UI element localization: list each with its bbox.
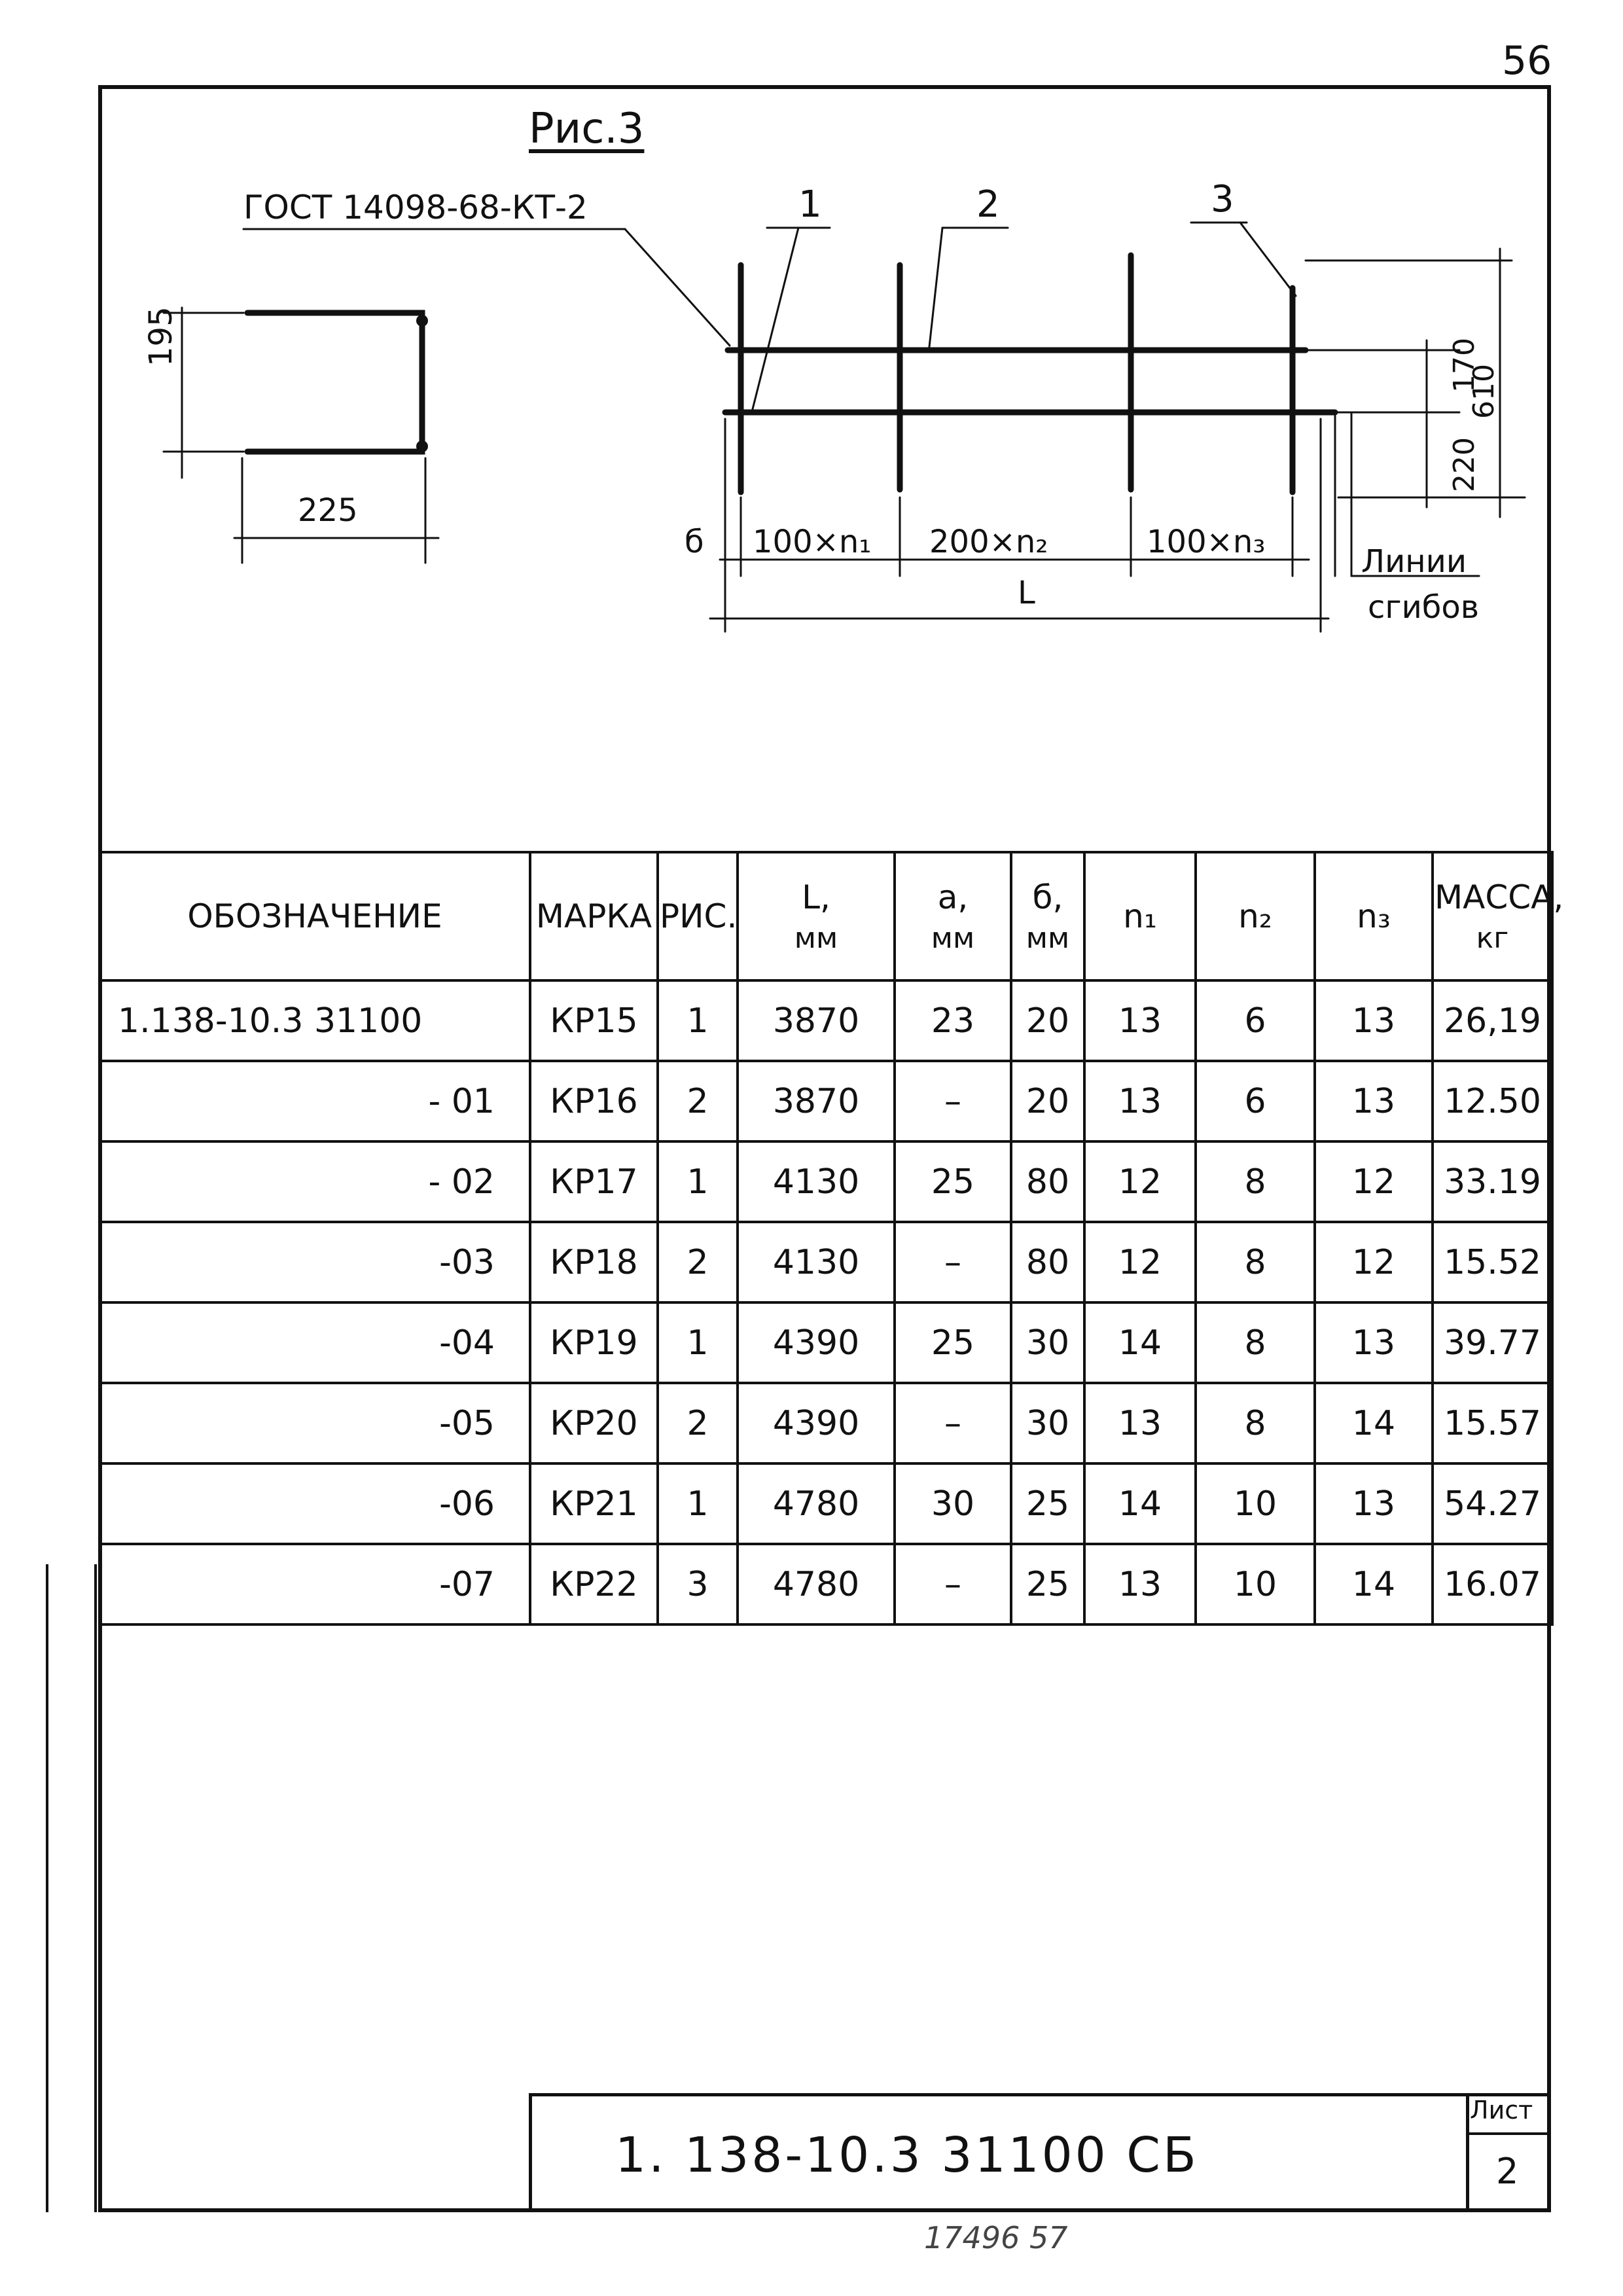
cell-fig: 2 xyxy=(658,1383,738,1463)
cell-mass: 54.27 xyxy=(1433,1463,1552,1544)
cell-L: 4390 xyxy=(738,1383,895,1463)
cell-b: 80 xyxy=(1011,1222,1084,1302)
callout-leader-2 xyxy=(929,228,942,347)
cell-mass: 12.50 xyxy=(1433,1061,1552,1141)
header-L xyxy=(738,852,895,980)
profile-corner-dot xyxy=(416,440,428,452)
segment3-label: 100×n₃ xyxy=(1147,524,1266,560)
page-number: 56 xyxy=(1502,38,1552,84)
cell-mass: 15.57 xyxy=(1433,1383,1552,1463)
cell-n3: 14 xyxy=(1315,1544,1433,1624)
sheet-divider xyxy=(1466,2132,1551,2135)
header-mass xyxy=(1433,852,1564,980)
specification-table xyxy=(98,851,1564,1626)
cell-a: – xyxy=(895,1383,1011,1463)
right-total-label: 610 xyxy=(1467,364,1501,419)
cell-mass: 16.07 xyxy=(1433,1544,1552,1624)
sheet-number: 2 xyxy=(1496,2151,1519,2192)
cell-n3: 13 xyxy=(1315,980,1433,1061)
cell-n2: 8 xyxy=(1196,1141,1315,1222)
cell-b: 30 xyxy=(1011,1383,1084,1463)
cell-fig: 3 xyxy=(658,1544,738,1624)
cell-L: 3870 xyxy=(738,1061,895,1141)
callout-3: 3 xyxy=(1211,178,1234,221)
cell-L: 4390 xyxy=(738,1302,895,1383)
profile-height-label: 195 xyxy=(143,306,179,367)
cell-mass: 39.77 xyxy=(1433,1302,1552,1383)
cell-n1: 14 xyxy=(1084,1302,1196,1383)
cell-designation: - 02 xyxy=(99,1141,530,1222)
cell-n1: 13 xyxy=(1084,1061,1196,1141)
right-lower-label: 220 xyxy=(1448,437,1481,492)
length-label: L xyxy=(1018,575,1035,611)
cell-mark: КР18 xyxy=(530,1222,658,1302)
header-L-unit: мм xyxy=(794,921,838,955)
header-b-unit: мм xyxy=(1026,921,1070,955)
callout-leader-1 xyxy=(753,228,798,409)
figure-title: Рис.3 xyxy=(529,105,645,153)
gost-leader-line xyxy=(625,229,730,346)
right-upper-label: 170 xyxy=(1448,338,1481,393)
cell-L: 4130 xyxy=(738,1141,895,1222)
table-row xyxy=(99,1463,1552,1544)
cell-n2: 8 xyxy=(1196,1383,1315,1463)
header-a xyxy=(895,852,1011,980)
cell-L: 4780 xyxy=(738,1463,895,1544)
segment2-label: 200×n₂ xyxy=(929,524,1048,560)
profile-width-label: 225 xyxy=(298,492,358,529)
cell-n1: 14 xyxy=(1084,1463,1196,1544)
delta-label: б xyxy=(685,524,704,560)
header-a-unit: мм xyxy=(931,921,975,955)
cell-mark: КР17 xyxy=(530,1141,658,1222)
cell-b: 20 xyxy=(1011,980,1084,1061)
cell-fig: 1 xyxy=(658,1463,738,1544)
cell-mass: 33.19 xyxy=(1433,1141,1552,1222)
cell-n3: 14 xyxy=(1315,1383,1433,1463)
cell-n1: 13 xyxy=(1084,1383,1196,1463)
header-L-text: L, xyxy=(802,878,830,916)
cell-designation: -07 xyxy=(99,1544,530,1624)
cell-fig: 1 xyxy=(658,1141,738,1222)
cell-a: 25 xyxy=(895,1302,1011,1383)
cell-n1: 13 xyxy=(1084,1544,1196,1624)
cell-L: 3870 xyxy=(738,980,895,1061)
table-row xyxy=(99,1061,1552,1141)
cell-n2: 8 xyxy=(1196,1302,1315,1383)
table-row xyxy=(99,1544,1552,1624)
cell-fig: 1 xyxy=(658,1302,738,1383)
cell-mass: 15.52 xyxy=(1433,1222,1552,1302)
cell-mark: КР15 xyxy=(530,980,658,1061)
header-b-text: б, xyxy=(1032,878,1063,916)
cell-fig: 1 xyxy=(658,980,738,1061)
cell-n3: 13 xyxy=(1315,1463,1433,1544)
table-row xyxy=(99,1302,1552,1383)
sheet-label: Лист xyxy=(1470,2096,1533,2125)
cell-mass: 26,19 xyxy=(1433,980,1552,1061)
cell-b: 25 xyxy=(1011,1463,1084,1544)
cell-designation: -03 xyxy=(99,1222,530,1302)
cell-n3: 12 xyxy=(1315,1222,1433,1302)
cell-n3: 13 xyxy=(1315,1061,1433,1141)
cell-b: 30 xyxy=(1011,1302,1084,1383)
cell-designation: - 01 xyxy=(99,1061,530,1141)
table-row xyxy=(99,1222,1552,1302)
cell-mark: КР16 xyxy=(530,1061,658,1141)
cell-fig: 2 xyxy=(658,1222,738,1302)
bend-lines-label-2: сгибов xyxy=(1368,589,1480,626)
cell-n2: 10 xyxy=(1196,1463,1315,1544)
cell-mark: КР22 xyxy=(530,1544,658,1624)
header-a-text: a, xyxy=(937,878,969,916)
cell-L: 4130 xyxy=(738,1222,895,1302)
bend-lines-label: Линии xyxy=(1361,543,1467,580)
cell-designation: -04 xyxy=(99,1302,530,1383)
cell-n2: 8 xyxy=(1196,1222,1315,1302)
profile-shape xyxy=(247,313,422,452)
profile-corner-dot xyxy=(416,315,428,327)
cell-n1: 12 xyxy=(1084,1141,1196,1222)
cell-a: – xyxy=(895,1222,1011,1302)
cell-n3: 12 xyxy=(1315,1141,1433,1222)
document-code: 1. 138-10.3 31100 СБ xyxy=(615,2127,1199,2183)
cell-mark: КР20 xyxy=(530,1383,658,1463)
cell-L: 4780 xyxy=(738,1544,895,1624)
callout-2: 2 xyxy=(976,183,1000,226)
cell-n2: 6 xyxy=(1196,1061,1315,1141)
header-n3: n₃ xyxy=(1315,852,1433,980)
cell-a: 25 xyxy=(895,1141,1011,1222)
cell-n2: 10 xyxy=(1196,1544,1315,1624)
cell-b: 80 xyxy=(1011,1141,1084,1222)
cell-n1: 12 xyxy=(1084,1222,1196,1302)
header-mass-unit: кг xyxy=(1476,921,1509,955)
table-row xyxy=(99,980,1552,1061)
cell-n3: 13 xyxy=(1315,1302,1433,1383)
footer-handwritten-note: 17496 57 xyxy=(924,2220,1068,2255)
cell-n1: 13 xyxy=(1084,980,1196,1061)
cell-designation: -05 xyxy=(99,1383,530,1463)
cell-mark: КР21 xyxy=(530,1463,658,1544)
cell-b: 25 xyxy=(1011,1544,1084,1624)
table-header-row xyxy=(99,852,1552,980)
segment1-label: 100×n₁ xyxy=(753,524,872,560)
cell-designation: -06 xyxy=(99,1463,530,1544)
header-n1: n₁ xyxy=(1084,852,1196,980)
cell-designation: 1.138-10.3 31100 xyxy=(99,980,530,1061)
cell-n2: 6 xyxy=(1196,980,1315,1061)
header-n2: n₂ xyxy=(1196,852,1315,980)
callout-leader-3 xyxy=(1240,223,1296,296)
cell-mark: КР19 xyxy=(530,1302,658,1383)
table-row xyxy=(99,1141,1552,1222)
header-fig: РИС. xyxy=(658,852,738,980)
cell-a: – xyxy=(895,1544,1011,1624)
header-mark: МАРКА xyxy=(530,852,658,980)
cell-a: – xyxy=(895,1061,1011,1141)
header-mass-text: МАССА, xyxy=(1435,878,1564,916)
cell-a: 30 xyxy=(895,1463,1011,1544)
header-designation: ОБОЗНАЧЕНИЕ xyxy=(99,852,530,980)
cell-fig: 2 xyxy=(658,1061,738,1141)
header-b xyxy=(1011,852,1084,980)
cell-b: 20 xyxy=(1011,1061,1084,1141)
table-row xyxy=(99,1383,1552,1463)
callout-1: 1 xyxy=(798,183,822,226)
gost-label: ГОСТ 14098-68-КТ-2 xyxy=(243,188,588,226)
cell-a: 23 xyxy=(895,980,1011,1061)
